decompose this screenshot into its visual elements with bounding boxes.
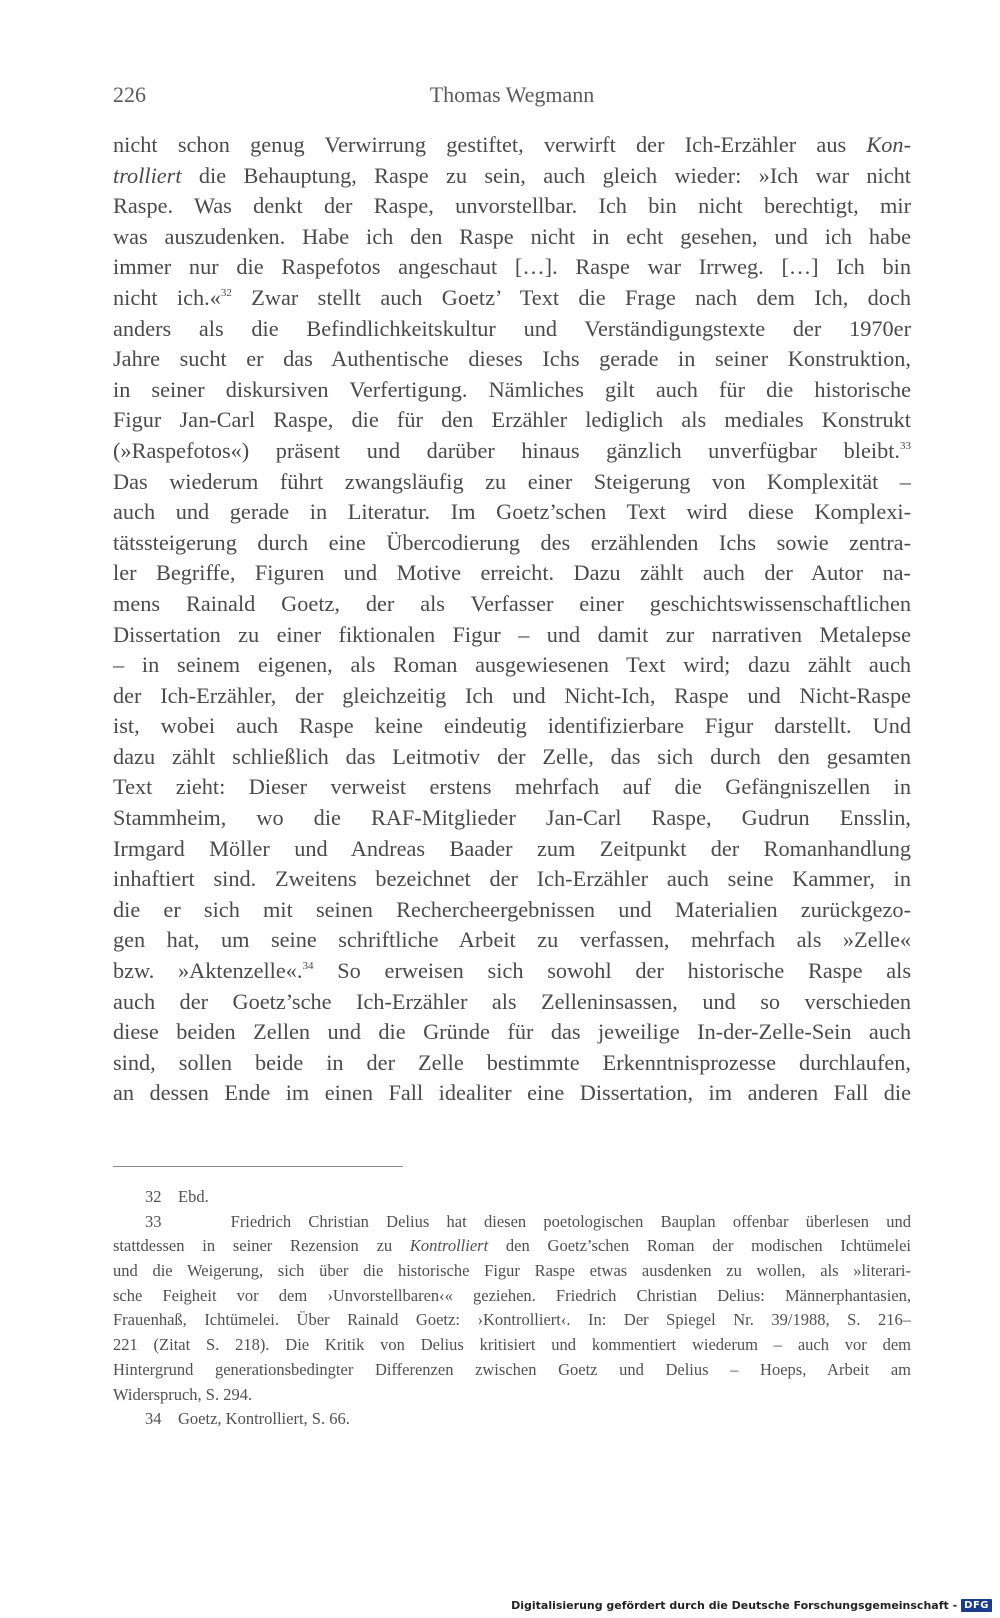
body-line: Das wiederum führt zwangsläufig zu einer Steigerung von Komplexität – [113, 468, 911, 494]
footnote-text: Ebd. [178, 1187, 209, 1206]
page-number: 226 [113, 82, 146, 107]
footnote-line: sche Feigheit vor dem ›Unvorstellbaren‹« geziehen. Friedrich Christian Delius: Männerphantasien, [113, 1285, 911, 1305]
body-line: Jahre sucht er das Authentische dieses Ichs gerade in seiner Konstruktion, [113, 346, 911, 372]
body-line: gen hat, um seine schriftliche Arbeit zu verfassen, mehrfach als »Zelle« [113, 927, 911, 953]
body-line: was auszudenken. Habe ich den Raspe nicht in echt gesehen, und ich habe [113, 223, 911, 249]
body-line: nicht schon genug Verwirrung gestiftet, verwirft der Ich-Erzähler aus Kon- [113, 132, 911, 157]
footnote-text: Goetz, Kontrolliert, S. 66. [178, 1409, 350, 1429]
footnote-33 [113, 1210, 911, 1235]
body-line: auch der Goetz’sche Ich-Erzähler als Zelleninsassen, und so verschieden [113, 988, 911, 1014]
running-head: Thomas Wegmann [429, 82, 595, 107]
body-line: dazu zählt schließlich das Leitmotiv der Zelle, das sich durch den gesamten [113, 743, 911, 769]
body-line: immer nur die Raspefotos angeschaut […]. Raspe war Irrweg. […] Ich bin [113, 254, 911, 280]
footnote-line: Frauenhaß, Ichtümelei. Über Rainald Goetz: ›Kontrolliert‹. In: Der Spiegel Nr. 39/1988, S. 216– [113, 1310, 911, 1330]
body-line: mens Rainald Goetz, der als Verfasser einer geschichtswissenschaftlichen [113, 590, 911, 616]
body-line: sind, sollen beide in der Zelle bestimmte Erkenntnisprozesse durchlaufen, [113, 1049, 911, 1075]
body-line: Dissertation zu einer fiktionalen Figur – und damit zur narrativen Metalepse [113, 621, 911, 647]
footnote-32 [113, 1185, 911, 1210]
body-line: Irmgard Möller und Andreas Baader zum Zeitpunkt der Romanhandlung [113, 835, 911, 861]
body-line: nicht ich.«$^{32}$ Zwar stellt auch Goetz’ Text die Frage nach dem Ich, doch [113, 284, 911, 310]
footnote-text: Friedrich Christian Delius hat diesen poetologischen Bauplan offenbar überlesen und [230, 1211, 911, 1231]
footnote-number: 33 [145, 1211, 162, 1231]
body-line: ler Begriffe, Figuren und Motive erreicht. Dazu zählt auch der Autor na- [113, 560, 911, 586]
body-line: tätssteigerung durch eine Übercodierung des erzählenden Ichs sowie zentra- [113, 529, 911, 555]
body-line: Text zieht: Dieser verweist erstens mehrfach auf die Gefängniszellen in [113, 774, 911, 800]
footnote-ref: 33 [900, 439, 911, 452]
footnote-line: Widerspruch, S. 294. [113, 1384, 253, 1404]
footnote-number: 32 [145, 1187, 162, 1206]
body-text [113, 130, 911, 1109]
page-header [113, 82, 911, 110]
footnote-number: 34 [145, 1409, 162, 1429]
body-line: an dessen Ende im einen Fall idealiter eine Dissertation, im anderen Fall die [113, 1080, 911, 1106]
body-line: bzw. »Aktenzelle«.$^{34}$ So erweisen sich sowohl der historische Raspe als [113, 958, 911, 984]
body-line: anders als die Befindlichkeitskultur und Verständigungstexte der 1970er [113, 315, 911, 341]
body-line: (»Raspefotos«) präsent und darüber hinaus gänzlich unverfügbar bleibt.$^{33}$ [113, 437, 911, 463]
footnote-line: und die Weigerung, sich über die historische Figur Raspe etwas ausdenken zu wollen, als »literari- [113, 1261, 911, 1281]
funding-note: Digitalisierung gefördert durch die Deutsche Forschungsgemeinschaft - [511, 1598, 958, 1612]
body-line: Raspe. Was denkt der Raspe, unvorstellbar. Ich bin nicht berechtigt, mir [113, 193, 911, 219]
footnote-separator [113, 1166, 403, 1167]
dfg-logo: DFG [961, 1599, 992, 1612]
body-line: ist, wobei auch Raspe keine eindeutig identifizierbare Figur darstellt. Und [113, 713, 911, 739]
body-line: – in seinem eigenen, als Roman ausgewiesenen Text wird; dazu zählt auch [113, 652, 911, 678]
body-line: der Ich-Erzähler, der gleichzeitig Ich und Nicht-Ich, Raspe und Nicht-Raspe [113, 682, 911, 708]
footnote-line: Hintergrund generationsbedingter Differenzen zwischen Goetz und Delius – Hoeps, Arbeit am [113, 1359, 911, 1379]
body-line: diese beiden Zellen und die Gründe für das jeweilige In-der-Zelle-Sein auch [113, 1019, 911, 1045]
body-line: auch und gerade in Literatur. Im Goetz’schen Text wird diese Komplexi- [113, 499, 911, 525]
body-line: in seiner diskursiven Verfertigung. Nämliches gilt auch für die historische [113, 376, 911, 402]
funding-footer [511, 1596, 992, 1614]
footnote-line: 221 (Zitat S. 218). Die Kritik von Delius kritisiert und kommentiert wiederum – auch vor dem [113, 1335, 911, 1355]
body-line: die er sich mit seinen Rechercheergebnissen und Materialien zurückgezo- [113, 896, 911, 922]
footnote-line: stattdessen in seiner Rezension zu Kontrolliert den Goetz’schen Roman der modischen Ichtümelei [113, 1236, 911, 1256]
footnote-34 [113, 1407, 911, 1432]
footnotes [113, 1185, 911, 1432]
footnote-ref: 32 [220, 286, 232, 299]
body-line: inhaftiert sind. Zweitens bezeichnet der Ich-Erzähler auch seine Kammer, in [113, 866, 911, 892]
body-line: Figur Jan-Carl Raspe, die für den Erzähler lediglich als mediales Konstrukt [113, 407, 911, 433]
footnote-ref: 34 [302, 960, 314, 973]
body-line: trolliert die Behauptung, Raspe zu sein, auch gleich wieder: »Ich war nicht [113, 162, 911, 188]
body-line: Stammheim, wo die RAF-Mitglieder Jan-Carl Raspe, Gudrun Ensslin, [113, 805, 911, 831]
